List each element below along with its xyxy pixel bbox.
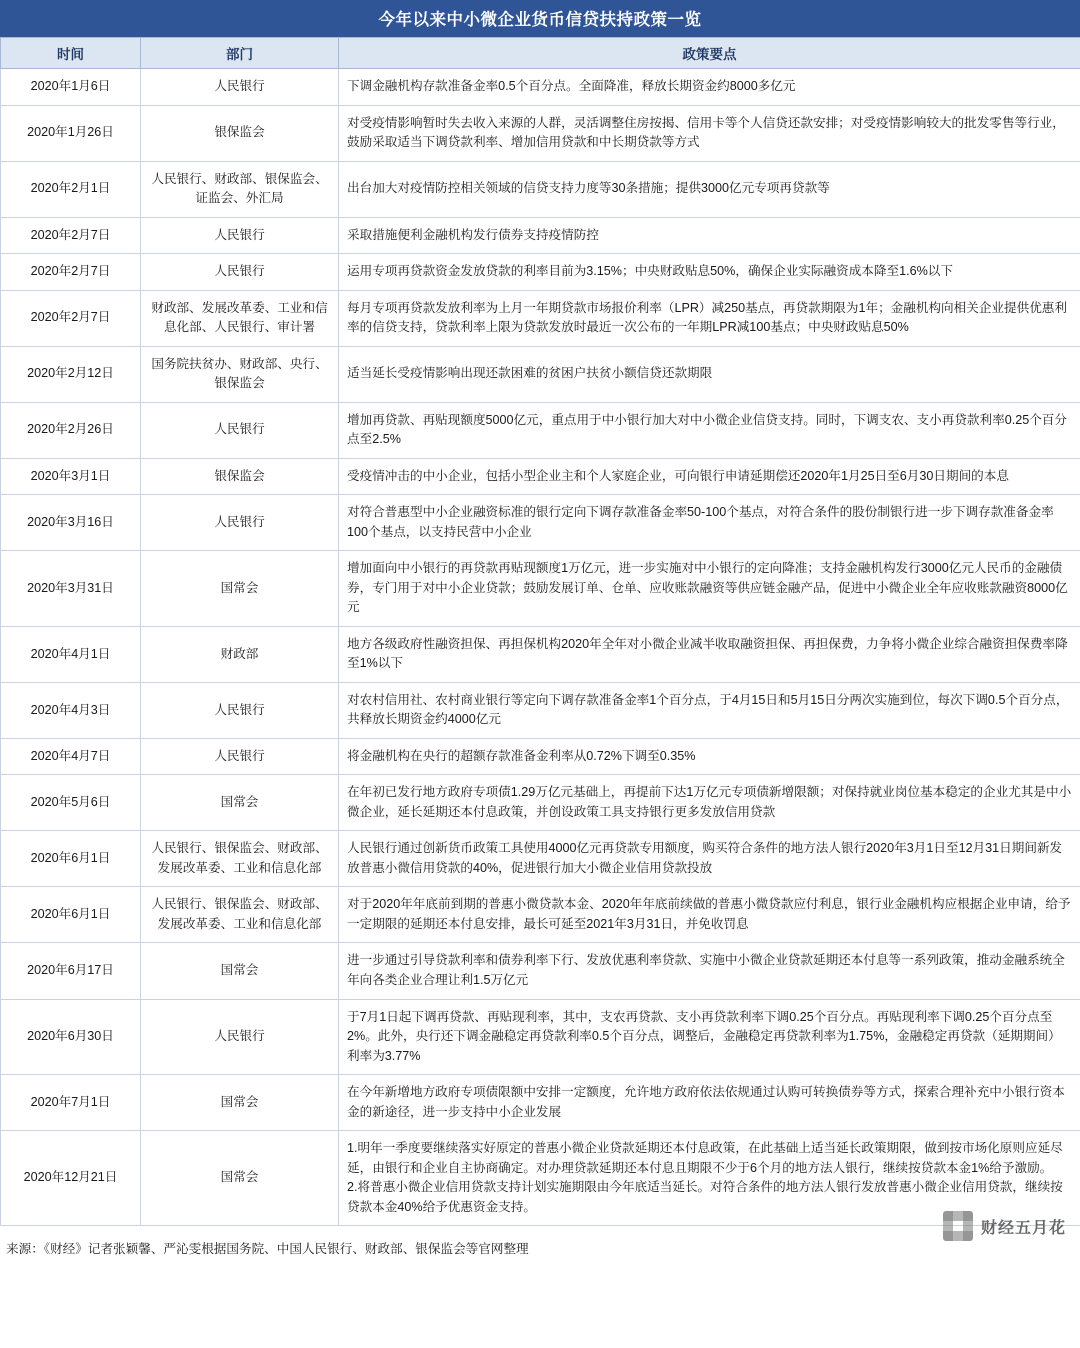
cell-policy-points [339, 887, 1080, 943]
table-row [1, 495, 1080, 551]
table-row [1, 775, 1080, 831]
cell-policy-points [339, 458, 1080, 495]
cell-department: 国常会 [141, 943, 339, 999]
policy-paragraph: 运用专项再贷款资金发放贷款的利率目前为3.15%；中央财政贴息50%，确保企业实际融资成本降至1.6%以下 [347, 264, 953, 279]
policy-paragraph: 每月专项再贷款发放利率为上月一年期贷款市场报价利率（LPR）减250基点，再贷款期限为1年；金融机构向相关企业提供优惠利率的信贷支持，贷款利率上限为贷款发放时最近一次公布的一年期LPR减100基点；中央财政贴息50% [347, 300, 1067, 335]
table-row [1, 290, 1080, 346]
cell-department: 人民银行 [141, 217, 339, 254]
page-title: 今年以来中小微企业货币信贷扶持政策一览 [0, 0, 1080, 37]
cell-policy-points [339, 999, 1080, 1075]
column-header-department: 部门 [141, 38, 339, 69]
cell-department: 人民银行 [141, 682, 339, 738]
watermark [943, 1211, 1066, 1241]
policy-paragraph: 进一步通过引导贷款利率和债券利率下行、发放优惠利率贷款、实施中小微企业贷款延期还本付息等一系列政策，推动金融系统全年向各类企业合理让利1.5万亿元 [347, 953, 1065, 987]
table-row [1, 999, 1080, 1075]
source-note: 来源：《财经》记者张颖馨、严沁雯根据国务院、中国人民银行、财政部、银保监会等官网整理 [6, 1242, 529, 1257]
cell-policy-points [339, 1075, 1080, 1131]
cell-time: 2020年3月1日 [1, 458, 141, 495]
policy-paragraph: 出台加大对疫情防控相关领域的信贷支持力度等30条措施；提供3000亿元专项再贷款等 [347, 181, 830, 196]
table-row [1, 346, 1080, 402]
table-row [1, 831, 1080, 887]
table-row [1, 1075, 1080, 1131]
cell-department: 人民银行 [141, 999, 339, 1075]
cell-department: 国常会 [141, 775, 339, 831]
table-row [1, 402, 1080, 458]
policy-table [0, 37, 1080, 1226]
cell-policy-points [339, 831, 1080, 887]
cell-time: 2020年2月7日 [1, 254, 141, 291]
cell-department: 人民银行、财政部、银保监会、证监会、外汇局 [141, 161, 339, 217]
policy-paragraph: 对农村信用社、农村商业银行等定向下调存款准备金率1个百分点，于4月15日和5月15日分两次实施到位，每次下调0.5个百分点，共释放长期资金约4000亿元 [347, 692, 1069, 727]
cell-time: 2020年6月30日 [1, 999, 141, 1075]
policy-paragraph: 下调金融机构存款准备金率0.5个百分点。全面降准，释放长期资金约8000多亿元 [347, 79, 796, 93]
cell-department: 人民银行、银保监会、财政部、发展改革委、工业和信息化部 [141, 831, 339, 887]
cell-time: 2020年6月1日 [1, 831, 141, 887]
table-row [1, 943, 1080, 999]
cell-time: 2020年2月7日 [1, 217, 141, 254]
table-row [1, 887, 1080, 943]
policy-paragraph: 对于2020年年底前到期的普惠小微贷款本金、2020年年底前续做的普惠小微贷款应付利息，银行业金融机构应根据企业申请，给予一定期限的延期还本付息安排，最长可延至2021年3月31日，并免收罚息 [347, 897, 1071, 931]
cell-department: 人民银行 [141, 254, 339, 291]
qr-code-icon [943, 1211, 973, 1241]
cell-policy-points [339, 217, 1080, 254]
cell-time: 2020年2月12日 [1, 346, 141, 402]
policy-paragraph: 1.明年一季度要继续落实好原定的普惠小微企业贷款延期还本付息政策，在此基础上适当延长政策期限，做到按市场化原则应延尽延，由银行和企业自主协商确定。对办理贷款延期还本付息且期限不少于6个月的地方法人银行，继续按贷款本金1%给予激励。 [347, 1141, 1063, 1175]
cell-policy-points [339, 943, 1080, 999]
policy-paragraph: 2.将普惠小微企业信用贷款支持计划实施期限由今年底适当延长。对符合条件的地方法人银行发放普惠小微企业信用贷款，继续按贷款本金40%给予优惠资金支持。 [347, 1180, 1063, 1214]
table-row [1, 551, 1080, 627]
cell-policy-points [339, 775, 1080, 831]
table-row [1, 217, 1080, 254]
cell-time: 2020年7月1日 [1, 1075, 141, 1131]
cell-department: 银保监会 [141, 105, 339, 161]
watermark-label: 财经五月花 [980, 1217, 1066, 1237]
table-row [1, 1131, 1080, 1226]
cell-department: 财政部、发展改革委、工业和信息化部、人民银行、审计署 [141, 290, 339, 346]
cell-policy-points [339, 738, 1080, 775]
cell-time: 2020年3月16日 [1, 495, 141, 551]
cell-time: 2020年4月7日 [1, 738, 141, 775]
cell-time: 2020年4月1日 [1, 626, 141, 682]
cell-time: 2020年12月21日 [1, 1131, 141, 1226]
cell-policy-points [339, 290, 1080, 346]
cell-department: 国常会 [141, 551, 339, 627]
column-header-policy-points: 政策要点 [339, 38, 1080, 69]
table-body [1, 69, 1080, 1226]
cell-time: 2020年3月31日 [1, 551, 141, 627]
policy-paragraph: 对符合普惠型中小企业融资标准的银行定向下调存款准备金率50-100个基点，对符合条件的股份制银行进一步下调存款准备金率100个基点，以支持民营中小企业 [347, 505, 1054, 539]
cell-policy-points [339, 161, 1080, 217]
column-header-time: 时间 [1, 38, 141, 69]
table-row [1, 682, 1080, 738]
table-row [1, 626, 1080, 682]
cell-time: 2020年5月6日 [1, 775, 141, 831]
cell-department: 人民银行 [141, 69, 339, 106]
cell-department: 国常会 [141, 1131, 339, 1226]
cell-policy-points [339, 551, 1080, 627]
cell-policy-points [339, 346, 1080, 402]
cell-policy-points [339, 626, 1080, 682]
cell-time: 2020年2月7日 [1, 290, 141, 346]
cell-policy-points [339, 254, 1080, 291]
policy-paragraph: 地方各级政府性融资担保、再担保机构2020年全年对小微企业减半收取融资担保、再担保费，力争将小微企业综合融资担保费率降至1%以下 [347, 636, 1068, 671]
policy-paragraph: 适当延长受疫情影响出现还款困难的贫困户扶贫小额信贷还款期限 [347, 366, 713, 381]
policy-paragraph: 在年初已发行地方政府专项债1.29万亿元基础上，再提前下达1万亿元专项债新增限额；对保持就业岗位基本稳定的企业尤其是中小微企业，延长延期还本付息政策，并创设政策工具支持银行更多发放信用贷款 [347, 785, 1072, 819]
cell-time: 2020年2月26日 [1, 402, 141, 458]
table-row [1, 105, 1080, 161]
policy-paragraph: 于7月1日起下调再贷款、再贴现利率，其中，支农再贷款、支小再贷款利率下调0.25个百分点。再贴现利率下调0.25个百分点至2%。此外，央行还下调金融稳定再贷款利率0.5个百分点，调整后，金融稳定再贷款利率为1.75%，金融稳定再贷款（延期期间）利率为3.77% [347, 1009, 1061, 1063]
policy-paragraph: 在今年新增地方政府专项债限额中安排一定额度，允许地方政府依法依规通过认购可转换债券等方式，探索合理补充中小银行资本金的新途径，进一步支持中小企业发展 [347, 1085, 1065, 1119]
table-row [1, 69, 1080, 106]
cell-department: 人民银行 [141, 738, 339, 775]
policy-paragraph: 采取措施便利金融机构发行债券支持疫情防控 [347, 227, 599, 242]
table-row [1, 254, 1080, 291]
policy-paragraph: 增加面向中小银行的再贷款再贴现额度1万亿元，进一步实施对中小银行的定向降准；支持金融机构发行3000亿元人民币的金融债券，专门用于对中小企业贷款；鼓励发展订单、仓单、应收账款融资等供应链金融产品，促进中小微企业全年应收账款融资8000亿元 [347, 561, 1068, 615]
cell-time: 2020年6月1日 [1, 887, 141, 943]
cell-policy-points [339, 495, 1080, 551]
table-header [1, 38, 1080, 69]
policy-paragraph: 人民银行通过创新货币政策工具使用4000亿元再贷款专用额度，购买符合条件的地方法人银行2020年3月1日至12月31日期间新发放普惠小微信用贷款的40%，促进银行加大小微企业信用贷款投放 [347, 841, 1063, 875]
table-row [1, 458, 1080, 495]
cell-department: 财政部 [141, 626, 339, 682]
cell-policy-points [339, 105, 1080, 161]
cell-department: 国务院扶贫办、财政部、央行、银保监会 [141, 346, 339, 402]
cell-time: 2020年4月3日 [1, 682, 141, 738]
policy-paragraph: 受疫情冲击的中小企业，包括小型企业主和个人家庭企业，可向银行申请延期偿还2020年1月25日至6月30日期间的本息 [347, 468, 1009, 483]
cell-department: 人民银行 [141, 495, 339, 551]
table-row [1, 738, 1080, 775]
policy-paragraph: 将金融机构在央行的超额存款准备金利率从0.72%下调至0.35% [347, 748, 696, 763]
cell-policy-points [339, 69, 1080, 106]
cell-policy-points [339, 402, 1080, 458]
cell-time: 2020年2月1日 [1, 161, 141, 217]
cell-time: 2020年6月17日 [1, 943, 141, 999]
policy-paragraph: 增加再贷款、再贴现额度5000亿元，重点用于中小银行加大对中小微企业信贷支持。同时，下调支农、支小再贷款利率0.25个百分点至2.5% [347, 412, 1067, 447]
cell-time: 2020年1月26日 [1, 105, 141, 161]
cell-time: 2020年1月6日 [1, 69, 141, 106]
table-row [1, 161, 1080, 217]
policy-paragraph: 对受疫情影响暂时失去收入来源的人群，灵活调整住房按揭、信用卡等个人信贷还款安排；对受疫情影响较大的批发零售等行业，鼓励采取适当下调贷款利率、增加信用贷款和中长期贷款等方式 [347, 115, 1065, 150]
cell-policy-points [339, 682, 1080, 738]
cell-department: 银保监会 [141, 458, 339, 495]
table-header-row [1, 38, 1080, 69]
cell-department: 人民银行 [141, 402, 339, 458]
cell-department: 人民银行、银保监会、财政部、发展改革委、工业和信息化部 [141, 887, 339, 943]
cell-department: 国常会 [141, 1075, 339, 1131]
